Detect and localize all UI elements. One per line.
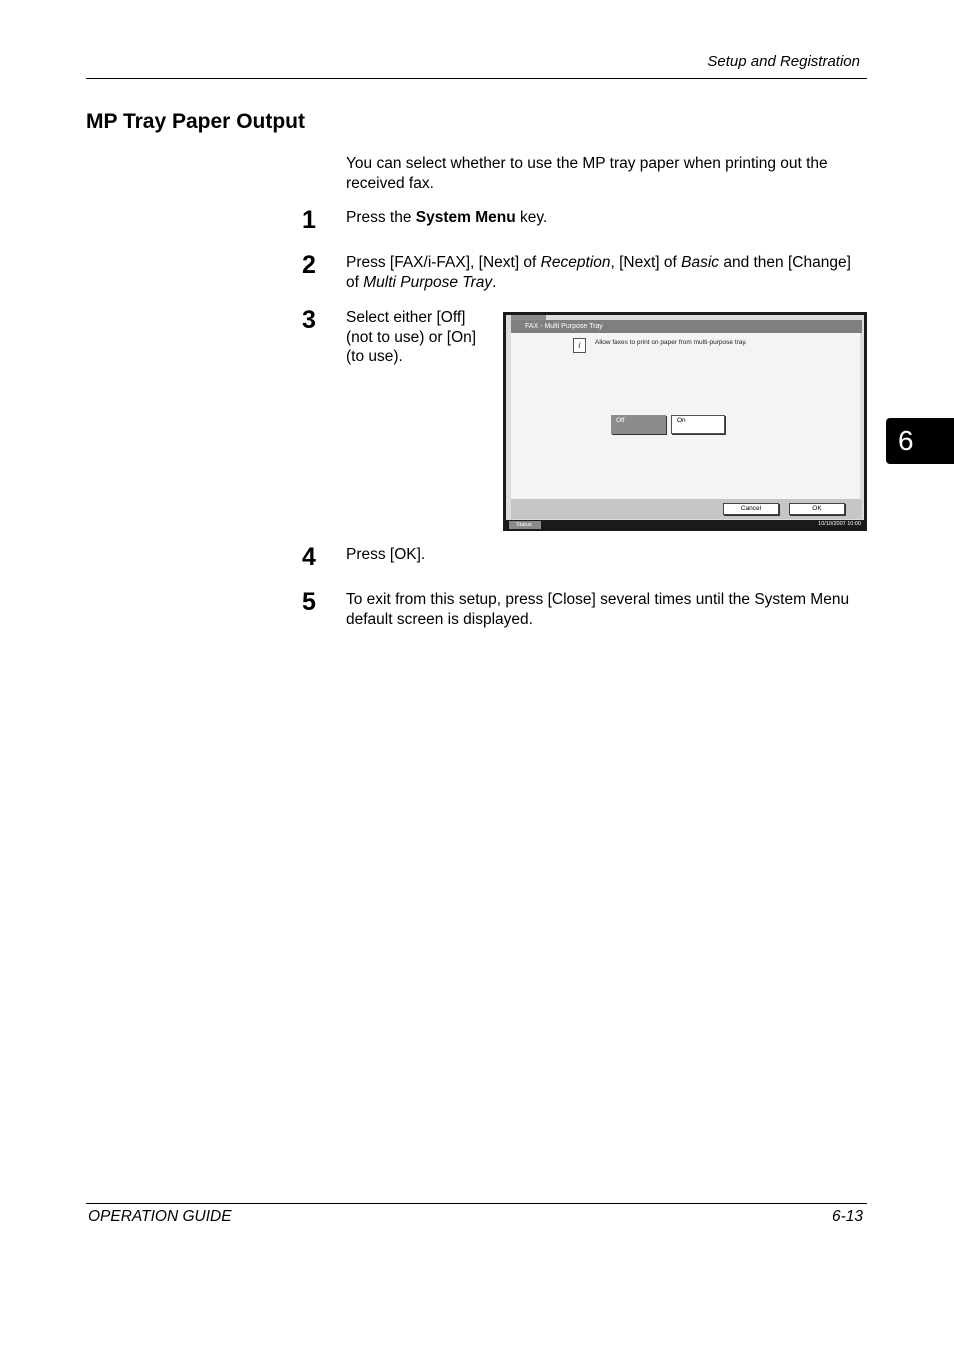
step-number: 1 bbox=[302, 206, 316, 234]
step-1-text: Press the System Menu key. bbox=[346, 209, 548, 226]
info-icon: i bbox=[573, 338, 586, 353]
step-2-text: Press [FAX/i-FAX], [Next] of Reception, [Next] of Basic and then [Change] of Multi Purpose Tray. bbox=[346, 254, 851, 291]
on-button[interactable]: On bbox=[671, 415, 725, 434]
step-number: 3 bbox=[302, 306, 316, 334]
step-3-text: Select either [Off] (not to use) or [On] (to use). bbox=[346, 309, 477, 365]
screen-message: Allow faxes to print on paper from multi-purpose tray. bbox=[595, 339, 747, 346]
footer-rule bbox=[86, 1203, 867, 1204]
screen-area bbox=[506, 315, 864, 520]
section-title: MP Tray Paper Output bbox=[86, 110, 305, 133]
running-header: Setup and Registration bbox=[707, 53, 860, 70]
chapter-tab: 6 bbox=[886, 418, 954, 464]
screen-body bbox=[511, 333, 860, 499]
ok-button[interactable]: OK bbox=[789, 503, 845, 515]
intro-paragraph: You can select whether to use the MP tray paper when printing out the received fax. bbox=[346, 155, 828, 192]
step-5-text: To exit from this setup, press [Close] several times until the System Menu default screen is displayed. bbox=[346, 591, 850, 628]
footer-title: OPERATION GUIDE bbox=[88, 1208, 232, 1225]
status-button[interactable]: Status bbox=[509, 521, 541, 529]
screen-title: FAX - Multi Purpose Tray bbox=[511, 320, 862, 333]
cancel-button[interactable]: Cancel bbox=[723, 503, 779, 515]
device-screen bbox=[503, 312, 867, 531]
screen-datetime: 10/10/2007 10:00 bbox=[818, 521, 861, 527]
step-number: 4 bbox=[302, 543, 316, 571]
header-rule bbox=[86, 78, 867, 79]
off-button[interactable]: Off bbox=[611, 415, 666, 434]
step-4-text: Press [OK]. bbox=[346, 546, 426, 563]
step-number: 5 bbox=[302, 588, 316, 616]
page-number: 6-13 bbox=[831, 1208, 863, 1225]
screen-action-bar bbox=[511, 499, 862, 519]
step-number: 2 bbox=[302, 251, 316, 279]
